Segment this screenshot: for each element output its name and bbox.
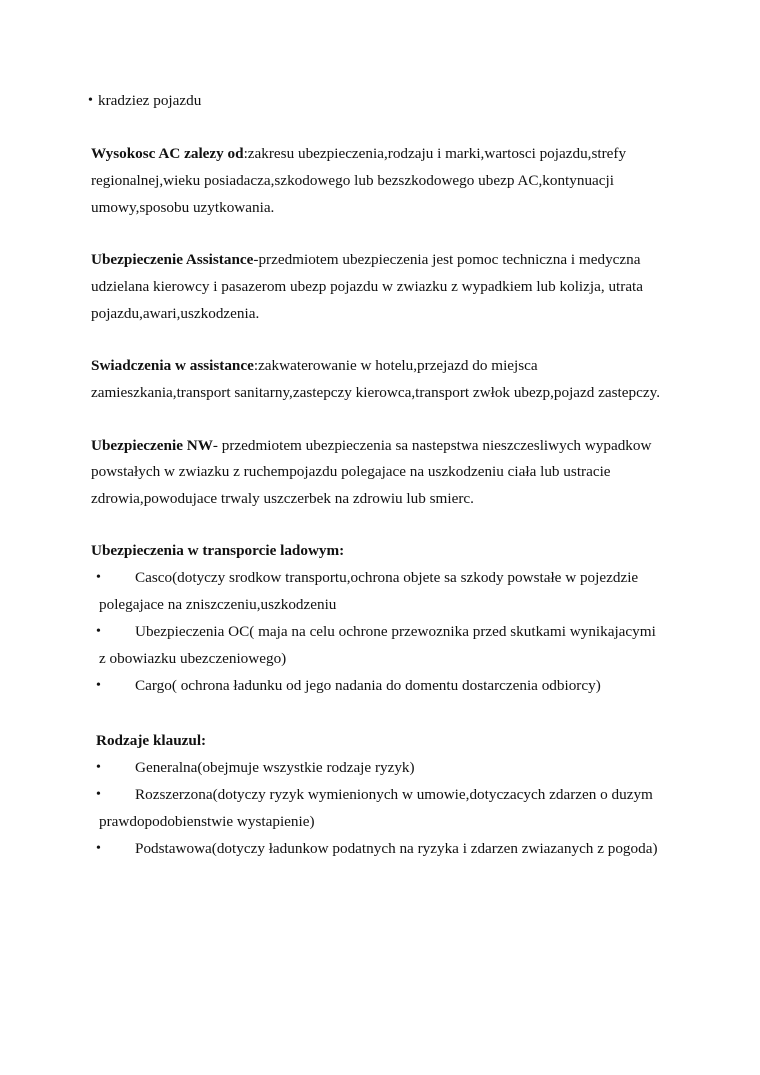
intro-bullet-text: kradziez pojazdu xyxy=(98,92,202,109)
assistance-heading: Ubezpieczenie Assistance xyxy=(91,251,254,268)
ac-paragraph-line-1 xyxy=(91,145,626,163)
assistance-paragraph-line-1 xyxy=(91,251,641,269)
transport-item-casco-line-1: Casco(dotyczy srodkow transportu,ochrona objete sa szkody powstałe w pojezdzie xyxy=(135,569,639,586)
ac-paragraph-line-2: regionalnej,wieku posiadacza,szkodowego lub bezszkodowego ubezp AC,kontynuacji xyxy=(91,172,614,189)
transport-item-oc-line-2: z obowiazku ubezczeniowego) xyxy=(99,650,287,667)
bullet-glyph: • xyxy=(96,760,101,775)
swiadczenia-paragraph-line-1 xyxy=(91,357,538,375)
ac-text: :zakresu ubezpieczenia,rodzaju i marki,wartosci pojazdu,strefy xyxy=(243,145,627,162)
swiadczenia-heading: Swiadczenia w assistance xyxy=(91,357,254,374)
nw-paragraph-line-2: powstałych w zwiazku z ruchempojazdu polegajace na uszkodzeniu ciała lub ustracie xyxy=(91,463,611,480)
klauzule-item-generalna: Generalna(obejmuje wszystkie rodzaje ryzyk) xyxy=(135,759,415,776)
bullet-glyph: • xyxy=(96,787,101,802)
bullet-glyph: • xyxy=(88,93,93,108)
klauzule-heading: Rodzaje klauzul: xyxy=(96,732,207,749)
transport-heading: Ubezpieczenia w transporcie ladowym: xyxy=(91,542,345,559)
swiadczenia-text: :zakwaterowanie w hotelu,przejazd do miejsca xyxy=(253,357,538,374)
bullet-glyph: • xyxy=(96,570,101,585)
klauzule-item-rozszerzona-line-2: prawdopodobienstwie wystapienie) xyxy=(99,813,315,830)
bullet-glyph: • xyxy=(96,841,101,856)
bullet-glyph: • xyxy=(96,678,101,693)
assistance-paragraph-line-3: pojazdu,awari,uszkodzenia. xyxy=(91,305,260,322)
ac-heading: Wysokosc AC zalezy od xyxy=(91,145,244,162)
transport-item-cargo-line-1: Cargo( ochrona ładunku od jego nadania do domentu dostarczenia odbiorcy) xyxy=(135,677,601,694)
transport-item-oc-line-1: Ubezpieczenia OC( maja na celu ochrone przewoznika przed skutkami wynikajacymi xyxy=(135,623,656,640)
bullet-glyph: • xyxy=(96,624,101,639)
nw-text: - przedmiotem ubezpieczenia sa nastepstwa nieszczesliwych wypadkow xyxy=(212,437,652,454)
klauzule-item-podstawowa: Podstawowa(dotyczy ładunkow podatnych na ryzyka i zdarzen zwiazanych z pogoda) xyxy=(135,840,658,857)
assistance-text: -przedmiotem ubezpieczenia jest pomoc techniczna i medyczna xyxy=(253,251,641,268)
swiadczenia-paragraph-line-2: zamieszkania,transport sanitarny,zastepczy kierowca,transport zwłok ubezp,pojazd zastepczy. xyxy=(91,384,660,401)
klauzule-item-rozszerzona-line-1: Rozszerzona(dotyczy ryzyk wymienionych w umowie,dotyczacych zdarzen o duzym xyxy=(135,786,653,803)
assistance-paragraph-line-2: udzielana kierowcy i pasazerom ubezp pojazdu w zwiazku z wypadkiem lub kolizja, utrata xyxy=(91,278,644,295)
nw-heading: Ubezpieczenie NW xyxy=(91,437,213,454)
nw-paragraph-line-1 xyxy=(91,437,651,455)
nw-paragraph-line-3: zdrowia,powodujace trwaly uszczerbek na zdrowiu lub smierc. xyxy=(91,490,474,507)
transport-item-casco-line-2: polegajace na zniszczeniu,uszkodzeniu xyxy=(99,596,337,613)
ac-paragraph-line-3: umowy,sposobu uzytkowania. xyxy=(91,199,275,216)
